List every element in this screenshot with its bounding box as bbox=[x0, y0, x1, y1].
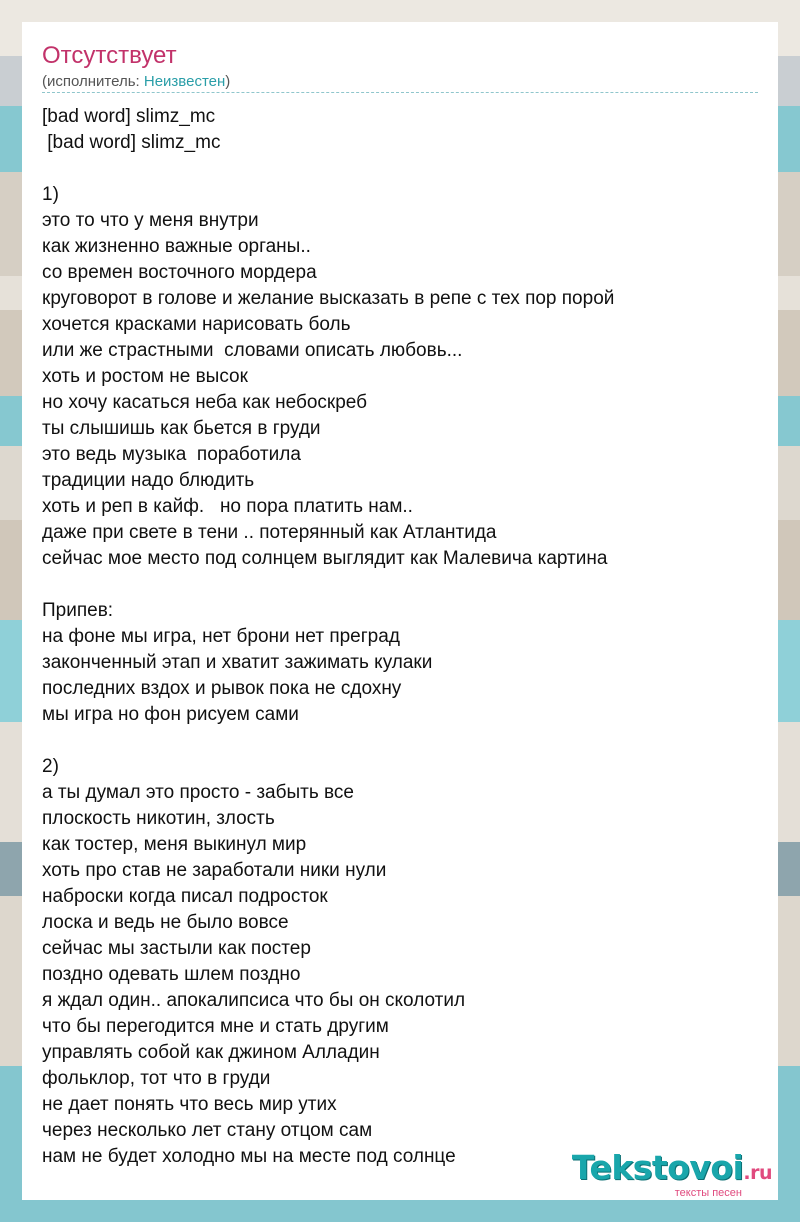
lyric-line: как тостер, меня выкинул мир bbox=[42, 834, 307, 855]
lyric-line: хочется красками нарисовать боль bbox=[42, 314, 351, 335]
lyric-line: 2) bbox=[42, 756, 59, 777]
lyric-line: Припев: bbox=[42, 600, 114, 621]
logo-tagline: тексты песен bbox=[674, 1187, 742, 1199]
site-logo[interactable] bbox=[552, 1150, 772, 1200]
lyric-line: фольклор, тот что в груди bbox=[42, 1068, 271, 1089]
lyric-line: нам не будет холодно мы на месте под солнце bbox=[42, 1146, 456, 1167]
lyric-line: наброски когда писал подросток bbox=[42, 886, 328, 907]
lyric-line bbox=[42, 156, 762, 182]
lyrics-text bbox=[42, 104, 762, 1170]
lyric-line: плоскость никотин, злость bbox=[42, 808, 275, 829]
lyric-line: или же страстными словами описать любовь... bbox=[42, 340, 463, 361]
lyric-line: ты слышишь как бьется в груди bbox=[42, 418, 321, 439]
lyric-line: на фоне мы игра, нет брони нет преград bbox=[42, 626, 400, 647]
lyric-line: поздно одевать шлем поздно bbox=[42, 964, 301, 985]
lyric-line: сейчас мы застыли как постер bbox=[42, 938, 311, 959]
lyric-line: сейчас мое место под солнцем выглядит как Малевича картина bbox=[42, 548, 608, 569]
lyric-line: хоть и реп в кайф. но пора платить нам.. bbox=[42, 496, 413, 517]
artist-byline bbox=[42, 73, 230, 90]
lyric-line: последних вздох и рывок пока не сдохну bbox=[42, 678, 402, 699]
lyric-line: даже при свете в тени .. потерянный как Атлантида bbox=[42, 522, 497, 543]
lyric-line: но хочу касаться неба как небоскреб bbox=[42, 392, 368, 413]
lyric-line: не дает понять что весь мир утих bbox=[42, 1094, 337, 1115]
lyric-line: я ждал один.. апокалипсиса что бы он сколотил bbox=[42, 990, 466, 1011]
lyrics-card bbox=[22, 22, 778, 1200]
lyric-line: законченный этап и хватит зажимать кулаки bbox=[42, 652, 433, 673]
byline-suffix: ) bbox=[225, 73, 231, 90]
lyric-line: традиции надо блюдить bbox=[42, 470, 255, 491]
logo-tld: .ru bbox=[743, 1162, 772, 1184]
lyric-line: а ты думал это просто - забыть все bbox=[42, 782, 354, 803]
lyric-line bbox=[42, 728, 762, 754]
lyric-line: круговорот в голове и желание высказать в репе с тех пор порой bbox=[42, 288, 615, 309]
song-title: Отсутствует bbox=[42, 42, 177, 69]
artist-link[interactable]: Неизвестен bbox=[143, 73, 226, 90]
lyric-line: через несколько лет стану отцом сам bbox=[42, 1120, 373, 1141]
title-divider bbox=[42, 92, 758, 93]
lyric-line bbox=[42, 572, 762, 598]
lyric-line: лоска и ведь не было вовсе bbox=[42, 912, 289, 933]
lyric-line: [bad word] slimz_mc bbox=[42, 106, 216, 127]
lyric-line: хоть и ростом не высок bbox=[42, 366, 248, 387]
lyric-line: хоть про став не заработали ники нули bbox=[42, 860, 387, 881]
byline-prefix: (исполнитель: bbox=[42, 73, 144, 90]
lyric-line: [bad word] slimz_mc bbox=[42, 132, 221, 153]
lyric-line: управлять собой как джином Алладин bbox=[42, 1042, 380, 1063]
lyric-line: что бы перегодится мне и стать другим bbox=[42, 1016, 389, 1037]
logo-wordmark bbox=[552, 1150, 772, 1191]
lyric-line: 1) bbox=[42, 184, 59, 205]
lyric-line: как жизненно важные органы.. bbox=[42, 236, 311, 257]
lyric-line: со времен восточного мордера bbox=[42, 262, 317, 283]
lyric-line: это ведь музыка поработила bbox=[42, 444, 301, 465]
lyric-line: это то что у меня внутри bbox=[42, 210, 259, 231]
lyric-line: мы игра но фон рисуем сами bbox=[42, 704, 299, 725]
logo-name: Tekstovoi bbox=[571, 1148, 744, 1187]
